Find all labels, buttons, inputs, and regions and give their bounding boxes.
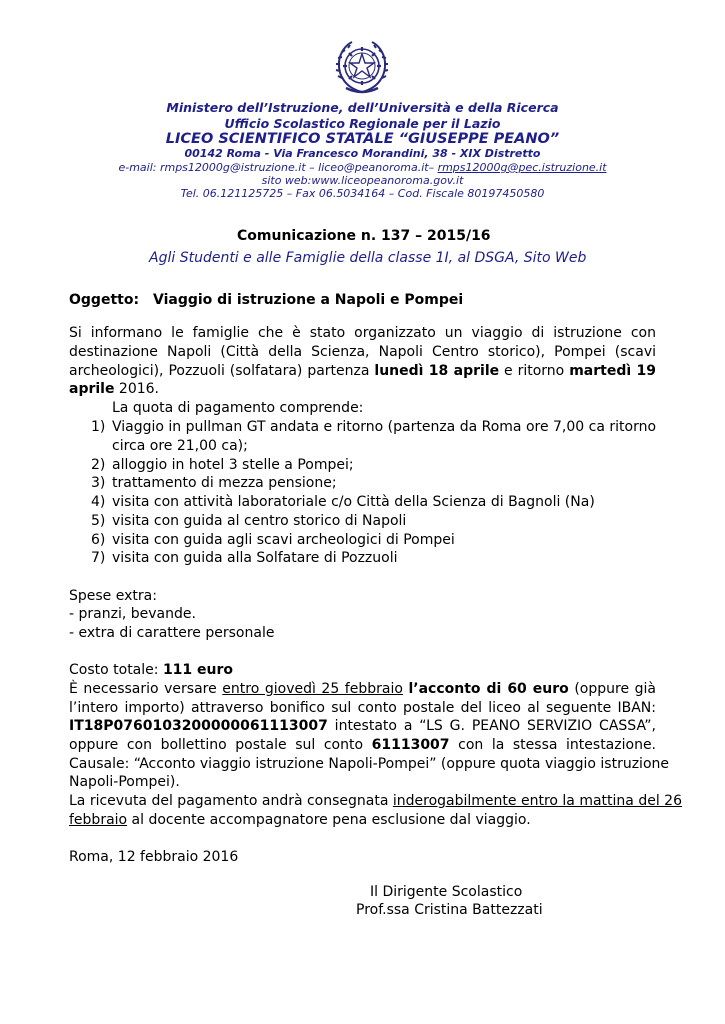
subject-text: Viaggio di istruzione a Napoli e Pompei: [153, 292, 464, 308]
list-item-number: 7): [91, 550, 106, 566]
postal-account: 61113007: [371, 737, 450, 753]
website-line[interactable]: sito web:www.liceopeanoroma.gov.it: [261, 174, 464, 187]
total-cost-value: 111 euro: [162, 662, 234, 678]
email-addresses: e-mail: rmps12000g@istruzione.it – liceo@peanoroma.it–: [118, 161, 438, 174]
list-item: visita con attività laboratoriale c/o Città della Scienza di Bagnoli (Na): [112, 494, 595, 510]
list-item: Viaggio in pullman GT andata e ritorno (partenza da Roma ore 7,00 ca ritorno: [112, 419, 657, 435]
return-date: martedì 19: [569, 363, 656, 379]
intro-line-3: archeologici), Pozzuoli (solfatara) partenza lunedì 18 aprile e ritorno martedì 19: [69, 363, 656, 379]
quota-title: La quota di pagamento comprende:: [112, 400, 364, 416]
date-place: Roma, 12 febbraio 2016: [69, 849, 239, 865]
departure-date: lunedì 18 aprile: [374, 363, 500, 379]
italian-republic-emblem-icon: [334, 38, 390, 96]
list-item-number: 6): [91, 532, 106, 548]
list-item: visita con guida alla Solfatare di Pozzuoli: [112, 550, 398, 566]
list-item: alloggio in hotel 3 stelle a Pompei;: [112, 457, 354, 473]
receipt-deadline: inderogabilmente entro la mattina del 26: [392, 793, 682, 809]
list-item: visita con guida agli scavi archeologici di Pompei: [112, 532, 455, 548]
list-item-number: 1): [91, 419, 106, 435]
payment-line-5: Causale: “Acconto viaggio istruzione Napoli-Pompei” (oppure quota viaggio istruzione: [69, 756, 669, 772]
deposit-deadline: entro giovedì 25 febbraio: [222, 681, 403, 697]
extra-item: - extra di carattere personale: [69, 625, 275, 641]
ministry-name: Ministero dell’Istruzione, dell’Università e della Ricerca: [166, 100, 559, 115]
intro-line-1: Si informano le famiglie che è stato organizzato un viaggio di istruzione con: [69, 325, 656, 341]
extra-item: - pranzi, bevande.: [69, 606, 196, 622]
payment-line-4: oppure con bollettino postale sul conto 61113007 con la stessa intestazione.: [69, 737, 657, 753]
list-item: visita con guida al centro storico di Napoli: [112, 513, 407, 529]
payment-line-2: l’intero importo) attraverso bonifico sul conto postale del liceo al seguente IBAN:: [69, 700, 656, 716]
payment-line-3: IT18P0760103200000061113007 intestato a “LS G. PEANO SERVIZIO CASSA”,: [69, 718, 656, 734]
list-item-number: 2): [91, 457, 106, 473]
list-item-continuation: circa ore 21,00 ca);: [112, 438, 248, 454]
signature-name: Prof.ssa Cristina Battezzati: [356, 902, 543, 918]
regional-office: Ufficio Scolastico Regionale per il Lazio: [224, 116, 501, 131]
list-item-number: 4): [91, 494, 106, 510]
intro-line-2: destinazione Napoli (Città della Scienza, Napoli Centro storico), Pompei (scavi: [69, 344, 656, 360]
signature-role: Il Dirigente Scolastico: [370, 884, 523, 900]
payment-line-1: È necessario versare entro giovedì 25 febbraio l’acconto di 60 euro (oppure già: [69, 681, 656, 697]
pec-email-link[interactable]: rmps12000g@pec.istruzione.it: [437, 161, 607, 174]
school-address: 00142 Roma - Via Francesco Morandini, 38 - XIX Distretto: [184, 147, 541, 160]
intro-line-4: aprile 2016.: [69, 381, 159, 397]
recipients: Agli Studenti e alle Famiglie della classe 1I, al DSGA, Sito Web: [149, 250, 587, 266]
subject-label: Oggetto:: [69, 292, 140, 308]
iban-code: IT18P0760103200000061113007: [69, 718, 328, 734]
list-item-number: 3): [91, 475, 106, 491]
phone-line: Tel. 06.121125725 – Fax 06.5034164 – Cod. Fiscale 80197450580: [180, 187, 545, 200]
payment-line-6: Napoli-Pompei).: [69, 774, 180, 790]
communication-number: Comunicazione n. 137 – 2015/16: [237, 228, 491, 244]
school-name: LICEO SCIENTIFICO STATALE “GIUSEPPE PEANO”: [165, 131, 560, 147]
email-line: [60, 161, 665, 175]
extra-title: Spese extra:: [69, 588, 157, 604]
payment-line-8: febbraio al docente accompagnatore pena esclusione dal viaggio.: [69, 812, 531, 828]
payment-line-7: La ricevuta del pagamento andrà consegnata inderogabilmente entro la mattina del 26: [69, 793, 682, 809]
list-item-number: 5): [91, 513, 106, 529]
list-item: trattamento di mezza pensione;: [112, 475, 337, 491]
deposit-amount: l’acconto di 60 euro: [408, 681, 569, 697]
total-cost: Costo totale: 111 euro: [69, 662, 234, 678]
